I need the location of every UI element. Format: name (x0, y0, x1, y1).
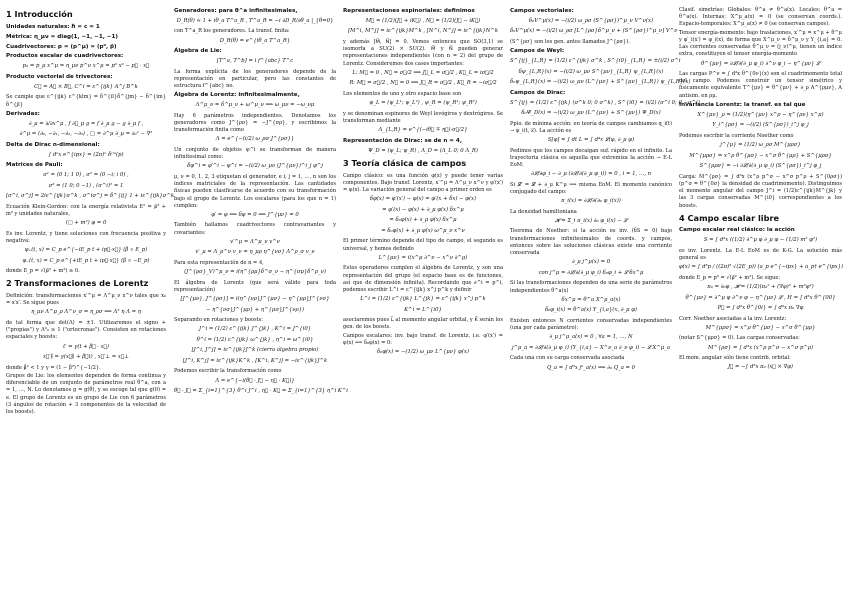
paragraph: donde β⃗² < 1 y γ = (1 − β²)^{−1/2}. (6, 364, 101, 371)
subsection-heading: Matrices de Pauli: (6, 162, 63, 169)
paragraph: donde E_p = √(p⃗² + m²) ≥ 0. (6, 268, 80, 275)
equation: M^{μρσ} = x^ρ θ^{μσ} − x^σ θ^{μρ} (705, 324, 816, 331)
column-4 (510, 6, 700, 593)
equation: δ₀φ_i(x) = θ^a(x) Y_{i,a}(x, ∂_μ φ) (544, 307, 637, 314)
paragraph: El álgebra de Lorentz (que será válido para toda representación) (174, 279, 336, 293)
paragraph: Grupos de Lie: los elementos dependen de forma continua y diferenciable de un conjunto de parámetros real θ^a, con a = 1, …, N. Lo denotamos g = g(θ), y se escoge tal que g(0) = e. El grupo de Lorentz es un grupo de Lie con 6 parámetros (3 ángulos de rotación + 3 componentes de la velocidad de los boosts). (6, 372, 166, 415)
equation: ∫ dⁿx e^{ipx} = (2π)ⁿ δ⁽ⁿ⁾(p) (48, 151, 124, 158)
equation: ∂^μ = (∂₀, −∂₁, −∂₂, −∂₃) , □ = ∂^μ ∂_μ = ∂₀² − ∇² (19, 131, 153, 138)
equation: σ¹ = (0 1; 1 0) , σ² = (0 −i; i 0) , (43, 172, 129, 179)
equation: δφ^i = φ′^i − φ^i = −(i/2) ω_μν (J^{μν})^i_j φ^j (187, 163, 323, 170)
equation: p₀ = p_μ x^μ = η_μν p^ν x^μ = p⁰ x⁰ − p⃗ · x⃗ (22, 63, 150, 70)
equation: v′^μ = Λ^μ_ν v^ν (230, 238, 280, 245)
equation: M^{μρσ} = x^ρ θ^{μσ} − x^σ θ^{μρ} + S^{μρσ} (689, 152, 832, 159)
equation: v′_μ = Λ_μ^ν v_ν = η_μρ η^{νσ} Λ^ρ_σ v_ν (195, 249, 315, 256)
paragraph: Campo clásico: es una función φ(x) y puede tener varias componentes. Bajo transf. Lorentz, x′^μ = Λ^μ_ν x^ν y φ′(x′) = φ(x). La variación general del campo a primer orden es (343, 172, 503, 194)
subsection-heading: Métrica: η_μν = diag(1, −1, −1, −1) (6, 33, 118, 40)
paragraph: La forma explícita de los generadores depende de la representación en particular, pero las constantes de estructura f^{abc} no. (174, 68, 336, 90)
paragraph: asociaremos pues L⃗ al momento angular orbital, y K⃗ serán los gen. de los boosts. (343, 317, 503, 331)
equation: = φ′(x) − φ(x) + ∂_μ φ(x) δx^μ (382, 206, 464, 213)
equation: θ^{μν} = ∂𝓛/∂(∂_μ φ_i) ∂^ν φ_i − η^{μν} 𝓛 (701, 60, 820, 67)
paragraph: donde E_p = p⁰ = √(p⃗² + m²). Se sigue: (679, 274, 781, 281)
equation: 𝓗 = Σ_i π_i(x) ∂₀ φ_i(x) − 𝓛 (554, 217, 628, 224)
equation: [T^a, T^b] = i f^{abc} T^c (216, 58, 294, 65)
equation: L^{μν} = i(x^μ ∂^ν − x^ν ∂^μ) (378, 254, 468, 261)
equation: J^i = (1/2) ε^{ijk} J^{jk} , K^i = J^{i0} (198, 326, 312, 333)
paragraph: Las cargas P^ν = ∫ d³x θ^{0ν}(x) son el cuadrimomento total del campo. Podemos construir un tensor simétrico y físicamente equivalente T^{μν} = θ^{μν} + ∂_ρ A^{ρμν}, A antisim. en ρμ. (679, 71, 842, 99)
subsection-heading: Álgebra de Lorentz: infinitesimalmente, (174, 92, 300, 99)
section-title: 1 Introducción (6, 9, 73, 19)
paragraph: Corr. Noether asociadas a la inv. Lorentz: (679, 315, 787, 322)
paragraph: Campos escalares: inv. bajo transf. de Lorentz, i.e. φ′(x′) = φ(x) ⟹ δ₀φ(x) = 0: (343, 332, 503, 346)
equation: φ₊(t, x) = C_p e^{−iE_p t + ip⃗·x⃗} (β ∝ E_p) (24, 247, 148, 254)
equation: C⃗ = A⃗ × B⃗, C^i = ε^{ijk} A^j B^k (34, 83, 138, 90)
equation: θ^{μν} = ∂^μ φ ∂^ν φ − η^{μν} 𝓛 , H = ∫ d³x θ^{00} (685, 294, 836, 301)
paragraph: y además [M⃗, N⃗] = 0. Vemos entonces que SO(3,1) se isomorfa a SU(2) × SU(2). M⃗ y N⃗ pueden generar representaciones independientes (con n = 2) del grupo de Lorentz. Consideremos dos casos importantes: (343, 38, 503, 67)
equation: M⃗ = (1/2)(J⃗ + iK⃗) , N⃗ = (1/2)(J⃗ − iK⃗) (365, 17, 481, 24)
equation: = δ₀φ(x) + ∂_μ φ(x) δx^μ (389, 217, 457, 224)
paragraph: Definición: transformaciones x′^μ = Λ^μ_ν x^ν tales que x₀ = x′x′. Se sigue pues (6, 292, 166, 307)
equation: δx^μ = θ^a X^μ_a(x) (561, 296, 621, 303)
paragraph: Cada una con su carga conservada asociada (510, 355, 625, 362)
paragraph: Clasif. simetrías: Globales: θ^a ≠ θ^a(x). Locales: θ^a = θ^a(x). Internas: X^μ_a(x) = 0 (se conservan coords.). Espacio-temporales: X^μ_a(x) ≠ 0 (se conservan campos). (679, 7, 842, 28)
paragraph: Podemos escribir la transformación como (174, 368, 282, 375)
equation: j^μ_a = ∂𝓛/∂(∂_μ φ_i) (Y_{i,a} − X^ν_a ∂_ν φ_i) − 𝓛 X^μ_a (511, 344, 671, 351)
paragraph: (S^{ρσ} son los gen. antes llamados J^{ρσ}). (510, 38, 630, 45)
paragraph: También hallamos cuadrivectores contravariantes y covariantes: (174, 222, 336, 236)
equation: ∂𝓛/∂φ_i − ∂_μ (∂𝓛/∂(∂_μ φ_i)) = 0 , i = 1, …, n (531, 171, 651, 178)
paragraph: Teorema de Noether: si la acción es inv. (δS = 0) bajo transformaciones infinitesimales de coords. y campos, entonces sobre las soluciones clásicas existe una corriente conservada (510, 228, 672, 257)
equation: S^{ij}_{L,R} = (1/2) ε^{ijk} σ^k , S^{i0}_{L,R} = ±(i/2) σ^i (510, 58, 681, 65)
equation: [M^i, M^j] = iε^{ijk}M^k , [N^i, N^j] = iε^{ijk}N^k (347, 28, 499, 35)
subsection-heading: Productos escalar de cuadrivectores: (6, 53, 124, 60)
equation: θ^i = (1/2) ε^{ijk} ω^{jk} , η^i = ω^{i0} (196, 336, 314, 343)
subsection-heading: Generadores: para θ^a infinitesimales, (174, 8, 298, 14)
equation: Q_a = ∫ d³x j⁰_a(x) ⟹ ∂₀ Q_a = 0 (546, 364, 636, 371)
paragraph: y se denominan espinores de Weyl levógiros y dextrógiros. Se transforman mediante (343, 110, 503, 124)
subsection-heading: Delta de Dirac n-dimensional: (6, 141, 100, 148)
equation: Λ_{L,R} = e^{(−iθ⃗ ∓ η⃗)·σ⃗/2} (378, 127, 468, 134)
subsection-heading: Unidades naturales: ℏ = c = 1 (6, 23, 100, 30)
paragraph: Podemos escribir la corriente Noether como (679, 132, 794, 139)
equation: π_i(x) = ∂𝓛/∂(∂₀ φ_i(x)) (561, 198, 621, 205)
subsection-heading: Cuadrivectores: p = (p^μ) = (p⁰, p⃗) (6, 43, 117, 50)
section-title: 3 Teoría clásica de campos (343, 158, 467, 169)
equation: δ₀V^μ(x) = −(i/2) ω_ρσ [L^{ρσ}δ^μ_ν + (S^{ρσ})^μ_ν] V^ν (510, 28, 678, 35)
equation: φ′ = φ ⟹ δφ = 0 ⟹ J^{μν} = 0 (211, 211, 299, 218)
equation: S[φ] = ∫ dt L = ∫ d⁴x 𝓛(φ, ∂_μ φ) (547, 137, 635, 144)
equation: X^{μν}_ρ = (1/2)(η^{μν} x^ρ − η^{ρν} x^μ) (697, 111, 824, 118)
equation: = δ₀φ(x) + ∂_μ φ(x) ω^μ_ν x^ν (381, 227, 465, 234)
equation: ∂_μ j^μ_a(x) = 0 , ∀a = 1, …, N (549, 334, 633, 341)
subsection-heading: Campos vectoriales: (510, 8, 574, 14)
equation: S^{ij} = (1/2) ε^{ijk} (σ^k 0; 0 σ^k) , S^{i0} = (i/2) (σ^i 0; 0 −σ^i) (510, 99, 700, 106)
paragraph: Para esta representación de n = 4, (174, 259, 264, 266)
subsection-heading: Invariancia Lorentz: la transf. es tal que (679, 101, 806, 108)
equation: L: M⃗ = 0 , N⃗ = σ⃗/2 ⟹ J⃗_L = σ⃗/2 , K⃗_L = iσ⃗/2 (352, 69, 494, 76)
equation: (□ + m²) φ = 0 (65, 220, 107, 227)
paragraph: Separando en rotaciones y boosts: (174, 317, 263, 324)
equation: Λ = e^{−(i/2) ω_ρσ J^{ρσ}} (215, 136, 295, 143)
equation: ∂_μ = ∂/∂x^μ , f ∂⃡_μ g = f ∂_μ g − g ∂_μ f , (28, 120, 144, 127)
equation: [J^{μν}, J^{ρσ}] = i(η^{νρ}J^{μσ} − η^{μρ}J^{νσ} (180, 296, 330, 303)
subsection-heading: Derivadas: (6, 110, 40, 117)
equation: θ⃗ · J⃗ = Σ_{i=1}^{3} θ^i J^i , η⃗ · K⃗ = Σ_{i=1}^{3} η^i K^i (174, 388, 348, 395)
equation: δ₀φ(x) = −(1/2) ω_μν L^{μν} φ(x) (377, 349, 469, 356)
equation: [σ^i, σ^j] = 2iε^{ijk}σ^k , σ^iσ^j = δ^{ij} 1 + iε^{ijk}σ^k (6, 193, 175, 200)
equation: δ₀V^μ(x) = −(i/2) ω_ρσ (S^{ρσ})^μ_ν V^ν(x) (528, 17, 654, 24)
paragraph: Se cumple que ε^{ijk} ε^{klm} = δ^{il}δ^{jm} − δ^{im}δ^{jl} (6, 94, 166, 108)
paragraph: con T^a_R los generadores. La transf. finita: (174, 28, 290, 35)
equation: L^i = (1/2) ε^{ijk} L^{jk} = ε^{ijk} x^j p^k (360, 296, 486, 303)
paragraph: es inv. Lorentz. La E-L EoM es de K-G. La solución más general es (679, 247, 842, 262)
equation: K^i = L^{i0} (404, 306, 442, 313)
equation: ψ_L = (ψ_L¹; ψ_L²) , ψ_R = (ψ_R¹; ψ_R²) (369, 100, 477, 107)
equation: Λ^μ_ν = δ^μ_ν + ω^μ_ν ⟹ ω_μν = −ω_νμ (195, 102, 315, 109)
paragraph: (notar S^{μρσ} = 0). Las cargas conservadas: (679, 335, 800, 342)
paragraph: Hay 6 parámetros independientes. Denotamos los generadores como J^{ρσ} = −J^{σρ}, y escribimos la transformación finita como (174, 112, 336, 134)
subsection-heading: Representación de Dirac: se de n = 4, (343, 137, 462, 144)
equation: Λ = e^{−i(θ⃗ · J⃗ − η⃗ · K⃗)} (215, 377, 295, 384)
subsection-heading: Campos de Dirac: (510, 89, 566, 96)
equation: con j^μ = ∂𝓛/∂(∂_μ φ_i) δ₀φ_i + 𝓛 δx^μ (538, 269, 644, 276)
equation: δφ(x) = φ′(x′) − φ(x) = φ′(x + δx) − φ(x) (369, 196, 477, 203)
column-3 (343, 6, 503, 593)
paragraph: Estos operadores cumplen el álgebra de Lorentz, y son una representación del grupo (el espacio base es de funciones, así que de dimensión infinita). Recordando que ∂^i = p^i, podemos escribir L^i = ε^{ijk} x^j p^k y definir (343, 265, 503, 293)
column-1 (6, 6, 175, 593)
equation: π₀ = ∂₀φ , 𝓗 = (1/2)(π₀² + (∇φ)² + m²φ²) (707, 284, 814, 291)
paragraph: Los elementos de uno y otro espacio base son (343, 90, 462, 97)
subsection-heading: Álgebra de Lie: (174, 48, 222, 55)
paragraph: Si las transformaciones dependen de una serie de parámetros independientes θ^a(x) (510, 280, 672, 294)
subsection-heading: Campo escalar real clásico: la acción (679, 227, 795, 234)
equation: M^{ρσ} = ∫ d³x (x^ρ p^σ − x^σ p^ρ) (707, 344, 814, 351)
equation: S^{μρσ} = −i ∂𝓛/∂(∂_μ φ_i) (S^{ρσ})_i^j φ_j (699, 163, 822, 170)
paragraph: Un conjunto de objetos φ^i se transforman de manera infinitesimal como: (174, 146, 336, 161)
equation: (J^{ρσ}_V)^μ_ν = i(η^{ρμ}δ^σ_ν − η^{σμ}δ^ρ_ν) (184, 269, 326, 276)
equation: δ₀Ψ_D(x) = −(i/2) ω_μν (L^{μν} + S^{μν}) Ψ_D(x) (521, 110, 661, 117)
equation: t′ = γ(t + β⃗ · x⃗) (63, 343, 109, 350)
equation: φ₋(t, x) = C_p e^{+iE_p t + ip⃗·x⃗} (β ∝ −E_p) (22, 257, 150, 264)
equation: D_R(θ) ≈ 1 + iθ_a T^a_R , T^a_R = −i ∂D_R/∂θ_a |_{θ=0} (176, 17, 334, 24)
paragraph: Pedimos que los campos decaigan suf. rápido en el infinito. La trayectoria clásica es aquella que extremiza la acción → E-L EoM: (510, 147, 672, 169)
column-2 (174, 6, 348, 593)
equation: ∂_μ j^μ(x) = 0 (571, 259, 611, 266)
section-title: 4 Campo escalar libre (679, 212, 780, 223)
equation: δψ_{L,R}(x) = −(i/2) ω_μν S^{μν}_{L,R} ψ_{L,R}(x) (518, 68, 664, 75)
paragraph: El primer término depende del tipo de campo, el segundo es universal, y hemos definido (343, 238, 503, 252)
equation: S = ∫ d⁴x ((1/2) ∂^μ φ ∂_μ φ − (1/2) m² φ²) (703, 237, 818, 244)
paragraph: Tensor energía-momento: bajo traslaciones, x′^μ = x^μ + θ^μ y φ′_i(x′) = φ_i(x), de forma que X^μ_ν = δ^μ_ν y Y_{i,a} = 0. Las corrientes conservadas θ^μ_ν = (j_ν)^μ, tienen un índice extra, constituyen el tensor energía-momento (679, 29, 842, 58)
equation: j^{μ} = (1/2) ω_ρσ M^{μρσ} (720, 142, 801, 149)
equation: P⃗ = ∫ d³x θ^{0i} = ∫ d³x π₀ ∇φ (717, 305, 804, 312)
equation: [J^i, K^j] = iε^{ijk}K^k , [K^i, K^j] = −iε^{ijk}J^k (182, 357, 328, 364)
equation: Ψ_D = (ψ_L; ψ_R) , Λ_D = (Λ_L 0; 0 Λ_R) (368, 147, 478, 154)
paragraph: Ppio. de mínima acción: en teoría de campos cambiamos q_i(t) → φ_i(t, x⃗). La acción es (510, 120, 672, 134)
paragraph: Es inv. Lorentz, y tiene soluciones con frecuencia positiva y negativa: (6, 230, 166, 244)
equation: η_μν Λ^μ_ρ Λ^ν_σ = η_ρσ ⟺ Λᵀ η Λ = η (31, 309, 141, 316)
equation: R: M⃗ = σ⃗/2 , N⃗ = 0 ⟹ J⃗_R = σ⃗/2 , K⃗_R = −iσ⃗/2 (349, 80, 497, 87)
equation: Y_i^{ρσ} = −(i/2) (S^{ρσ})_i^j φ_j (712, 122, 809, 129)
paragraph: La densidad hamiltoniana (510, 208, 577, 215)
column-5 (679, 6, 842, 593)
paragraph: de tal forma que det(Λ) = ±1. Utilizaremos el signo + ("propias") y Λ⁰₀ ≥ 1 ("ortocronas"). Consisten en rotaciones espaciales y boosts: (6, 319, 166, 341)
equation: δ₀ψ_{L,R}(x) = −(i/2) ω_μν (L^{μν} + S^{μν}_{L,R}) ψ_{L,R}(x) (510, 79, 691, 86)
paragraph: Ecuación Klein-Gordon: con la energía relativista E² = p⃗² + m² y unidades naturales, (6, 203, 166, 217)
equation: J⃗ = −∫ d³x π₀ (x⃗ × ∇φ) (728, 364, 793, 371)
subsection-heading: Campos de Weyl: (510, 48, 565, 55)
section-title: 2 Transformaciones de Lorentz (6, 278, 149, 289)
equation: σ³ = (1 0; 0 −1) , (σ^i)² = 1 (48, 182, 124, 189)
equation: [J^i, J^j] = iε^{ijk}J^k (cierra álgebra propio) (191, 347, 319, 354)
paragraph: Existen entonces N corrientes conservadas independientes (una por cada parámetro): (510, 317, 672, 332)
subsection-heading: Producto vectorial de trivectores: (6, 73, 113, 80)
equation: φ(x) = ∫ d³p / ((2π)³ √(2E_p)) (a_p e^{−ipx} + a_p† e^{ipx}) (679, 264, 844, 271)
equation: x⃗′∥ = γ(x⃗∥ + β⃗t) , x⃗′⊥ = x⃗⊥ (42, 354, 130, 361)
paragraph: El mom. angular sólo tiene contrib. orbital: (679, 355, 791, 362)
paragraph: Carga: M^{ρσ} = ∫ d³x (x^ρ p^σ − x^σ p^ρ + S^{0ρσ}) (p^σ = θ^{0σ} la densidad de cuadrimomento). Distinguimos el momento angular del campo J^i = (1/2)ε^{ijk}M^{jk} y las 3 cargas conservadas M^{i0} correspondientes a los boosts. (679, 173, 842, 209)
equation: D_R(θ) = e^{iθ_a T^a_R} (219, 37, 291, 44)
equation: − η^{νσ}J^{μρ} + η^{μσ}J^{νρ}) (205, 306, 305, 313)
subsection-heading: Representaciones espinoriales: definimos (343, 8, 475, 14)
paragraph: μ, ν = 0, 1, 2, 3 etiquetan el generador, e i, j = 1, …, n son los índices matriciales de la representación. Las cantidades físicas pueden clasificarse de acuerdo con su transformación bajo el grupo de Lorentz. Los escalares (para los que n = 1) cumplen: (174, 173, 336, 209)
paragraph: Si 𝓛′ = 𝓛 + ∂_μ K^μ ⟹ misma EoM. El momento canónico conjugado del campo: (510, 181, 672, 195)
